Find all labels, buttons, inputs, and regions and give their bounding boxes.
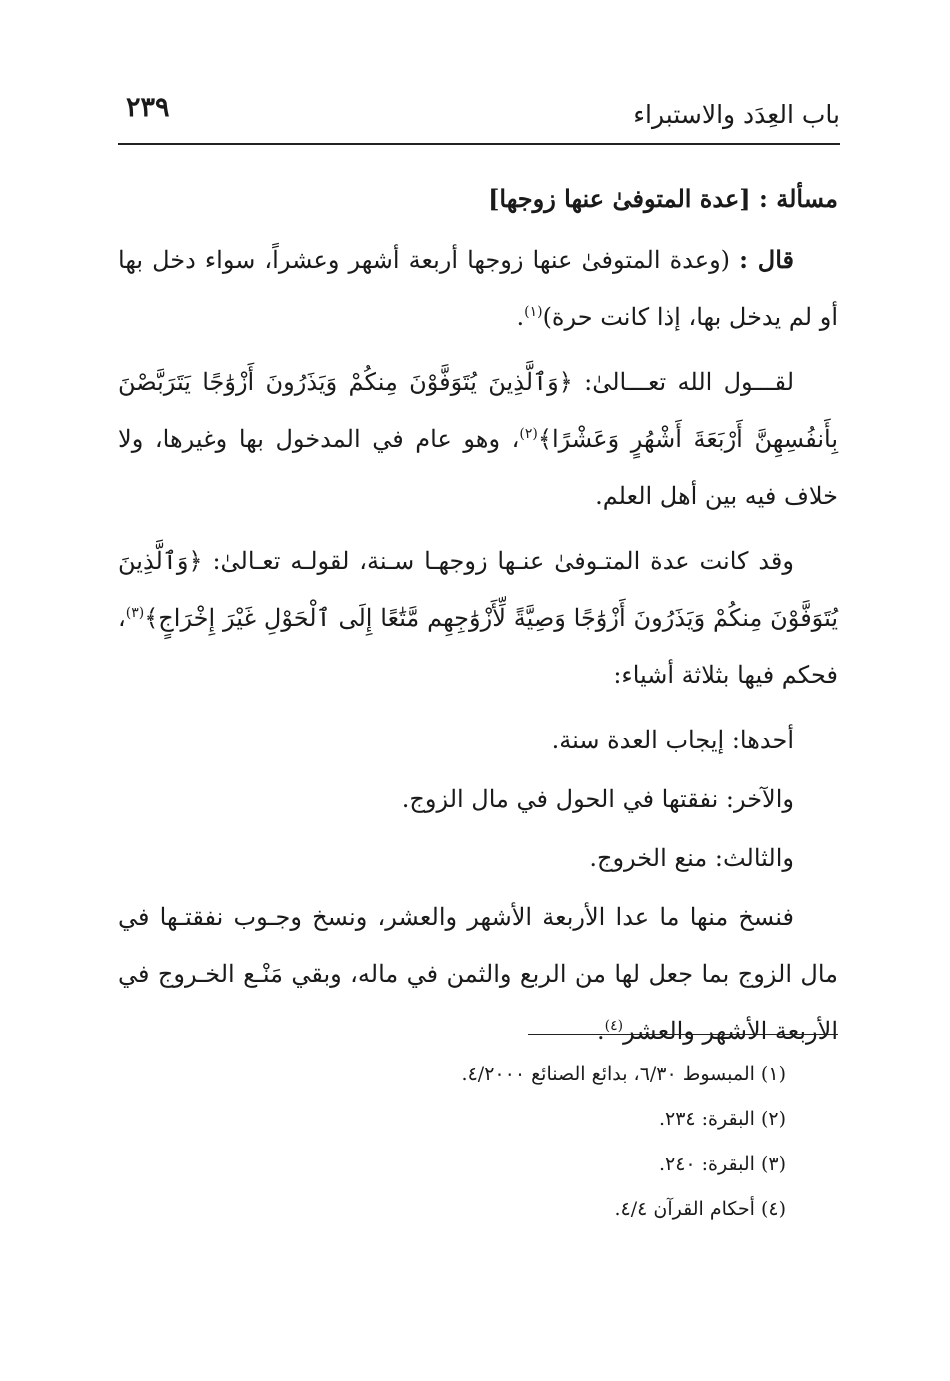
- paragraph-3: [118, 533, 838, 704]
- footnote-ref-2: (٢): [519, 426, 538, 442]
- footnote-ref-1: (١): [524, 304, 543, 320]
- paragraph-1-text: (وعدة المتوفىٰ عنها زوجها أربعة أشهر وعشراً، سواء دخل بها أو لم يدخل بها، إذا كانت حرة): [118, 246, 838, 331]
- footnote-divider: [528, 1034, 838, 1035]
- footnote-4: (٤) أحكام القرآن ٤/٤.: [614, 1198, 786, 1220]
- footnote-3: (٣) البقرة: ٢٤٠.: [658, 1153, 786, 1175]
- footnote-ref-4: (٤): [604, 1018, 624, 1034]
- section-title: [عدة المتوفىٰ عنها زوجها]: [488, 184, 751, 213]
- paragraph-4-end: .: [596, 1017, 605, 1045]
- list-item-2: والآخر: نفقتها في الحول في مال الزوج.: [401, 785, 794, 813]
- footnote-1: (١) المبسوط ٦/٣٠، بدائع الصنائع ٤/٢٠٠٠.: [461, 1063, 786, 1085]
- quran-verse-2: ﴿وَٱلَّذِينَ يُتَوَفَّوْنَ مِنكُمْ وَيَذَرُونَ أَزْوَٰجًا وَصِيَّةً لِّأَزْوَٰجِهِم مَّتَٰعًا إِلَى ٱلْحَوْلِ غَيْرَ إِخْرَاجٍ﴾: [118, 547, 838, 632]
- paragraph-2-rest: ، وهو عام في المدخول بها وغيرها، ولا خلاف فيه بين أهل العلم.: [118, 425, 838, 510]
- list-item-3: والثالث: منع الخروج.: [589, 844, 794, 872]
- qala-label: قال :: [739, 245, 795, 274]
- footnote-ref-3: (٣): [125, 605, 145, 621]
- main-text: [118, 170, 838, 1068]
- running-header: [118, 92, 840, 136]
- footnotes: [118, 1052, 786, 1232]
- quran-verse-1: ﴿وَٱلَّذِينَ يُتَوَفَّوْنَ مِنكُمْ وَيَذَرُونَ أَزْوَٰجًا يَتَرَبَّصْنَ بِأَنفُسِهِنَّ أَرْبَعَةَ أَشْهُرٍ وَعَشْرًا﴾: [118, 368, 839, 453]
- chapter-title: باب العِدَد والاستبراء: [633, 100, 840, 129]
- paragraph-3-intro: وقد كانت عدة المتـوفىٰ عنـها زوجهـا سـنة، لقولـه تعـالىٰ:: [202, 547, 794, 575]
- paragraph-1: [118, 231, 838, 346]
- paragraph-4-text: فنسخ منها ما عدا الأربعة الأشهر والعشر، ونسخ وجـوب نفقتـها في مال الزوج بما جعل لها من الربع والثمن في ماله، وبقي مَنْـع الخـروج في الأربعة الأشهر والعشر: [118, 903, 838, 1045]
- page-number: ٢٣٩: [126, 92, 170, 123]
- paragraph-3-rest: ، فحكم فيها بثلاثة أشياء:: [118, 604, 838, 689]
- section-heading: [118, 170, 838, 227]
- list-item-1: أحدها: إيجاب العدة سنة.: [551, 726, 794, 754]
- paragraph-2-intro: لقـــول الله تعـــالىٰ:: [572, 368, 794, 396]
- paragraph-2: [118, 354, 838, 525]
- header-divider: [118, 143, 840, 145]
- paragraph-1-end: .: [516, 303, 525, 331]
- section-label: مسألة :: [759, 184, 838, 213]
- footnote-2: (٢) البقرة: ٢٣٤.: [658, 1108, 786, 1130]
